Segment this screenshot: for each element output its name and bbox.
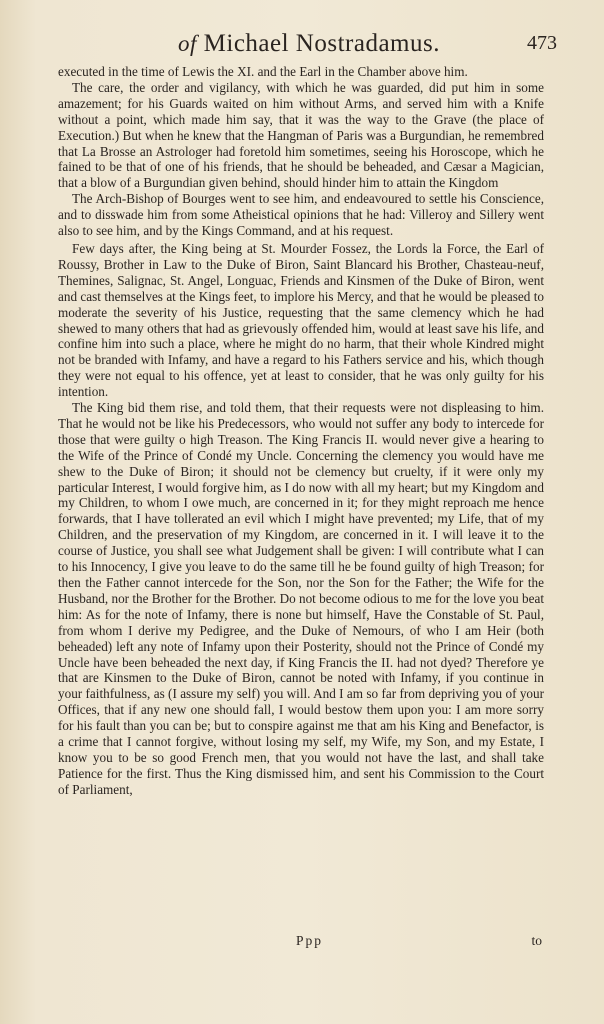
paragraph-5: The King bid them rise, and told them, that their requests were not displeasing to him. That he would not be like his Predecessors, who would not suffer any body to intercede for those that were guilty o high Treason. The King Francis II. would never give a hearing to the Wife of the Prince of Condé my Uncle. Concerning the clemency you would have me shew to the Duke of Biron; it should not be clemency but cruelty, if it were only my particular Interest, I would forgive him, as I do now with all my heart; but my Kingdom and my Children, to whom I owe much, are concerned in it; for they might reproach me hence forwards, that I have tollerated an evil which I might have prevented; my Life, that of my Children, and the preservation of my Kingdom, are concerned in it. I will leave it to the course of Justice, you shall see what Judgement shall be given: I will contribute what I can to his Innocency, I give you leave to do the same till he be found guilty of high Treason; for then the Father cannot intercede for the Son, nor the Son for the Father; the Wife for the Husband, nor the Brother for the Brother. Do not become odious to me for the love you beat him: As for the note of Infamy, there is none but himself, Have the Constable of St. Paul, from whom I derive my Pedigree, and the Duke of Nemours, of who I am Heir (both beheaded) left any note of Infamy upon their Posterity, should not the Prince of Condé my Uncle have been beheaded the next day, if King Francis the II. had not dyed? Therefore ye that are Kinsmen to the Duke of Biron, cannot be noted with Infamy, if you continue in your faithfulness, as (I assure my self) you will. And I am so far from depriving you of your Offices, that if any new one should fall, I would bestow them upon you: I am more sorry for his fault than you can be; but to conspire against me that am his King and Benefactor, is a crime that I cannot forgive, without losing my self, my Wife, my Son, and my Estate, I know you to be so good French men, that you would not have the last, and shall take Patience for the first. Thus the King dismissed him, and sent his Commission to the Court of Parliament, xyxy=(58,400,544,797)
paragraph-1: executed in the time of Lewis the XI. and the Earl in the Chamber above him. xyxy=(58,64,468,79)
page-number: 473 xyxy=(527,32,557,54)
running-head xyxy=(178,30,440,58)
paragraph-2: The care, the order and vigilancy, with which he was guarded, did put him in some amazement; for his Guards waited on him without Arms, and served him with a Knife without a point, which made him say, that it was the way to the Grave (the place of Execution.) But when he knew that the Hangman of Paris was a Burgundian, he remembred that La Brosse an Astrologer had foretold him sometimes, seeing his Horoscope, which he fained to be that of one of his friends, that he should be beheaded, and Cæsar a Magician, that a blow of a Burgundian given behind, should hinder him to attain the Kingdom xyxy=(58,79,544,191)
paragraph-4: Few days after, the King being at St. Mourder Fossez, the Lords la Force, the Earl of Roussy, Brother in Law to the Duke of Biron, Saint Blancard his Brother, Chasteau-neuf, Themines, Salignac, St. Angel, Longuac, Friends and Kinsmen of the Duke of Biron, went and cast themselves at the Kings feet, to implore his Mercy, and that he would be pleased to moderate the severity of his Justice, requesting that the same clemency which he had shewed to many others that had as grievously offended him, would at least save his life, and confine him into such a place, where he might do no harm, that their whole Kindred might not be branded with Infamy, and have a regard to his Fathers service and his, which though they were not equal to his offence, yet at least to consider, that he was only guilty for his intention. xyxy=(58,240,544,400)
signature-mark: Ppp xyxy=(296,933,324,948)
running-head-title: Michael Nostradamus. xyxy=(203,30,440,57)
body-text xyxy=(58,64,544,798)
page-header xyxy=(0,30,604,64)
catchword: to xyxy=(531,933,542,948)
running-head-prefix: of xyxy=(178,31,197,56)
paragraph-3: The Arch-Bishop of Bourges went to see him, and endeavoured to settle his Conscience, and to disswade him from some Atheistical opinions that he had: Villeroy and Sillery went also to see him, and by the Kings Command, and at his request. xyxy=(58,191,544,239)
